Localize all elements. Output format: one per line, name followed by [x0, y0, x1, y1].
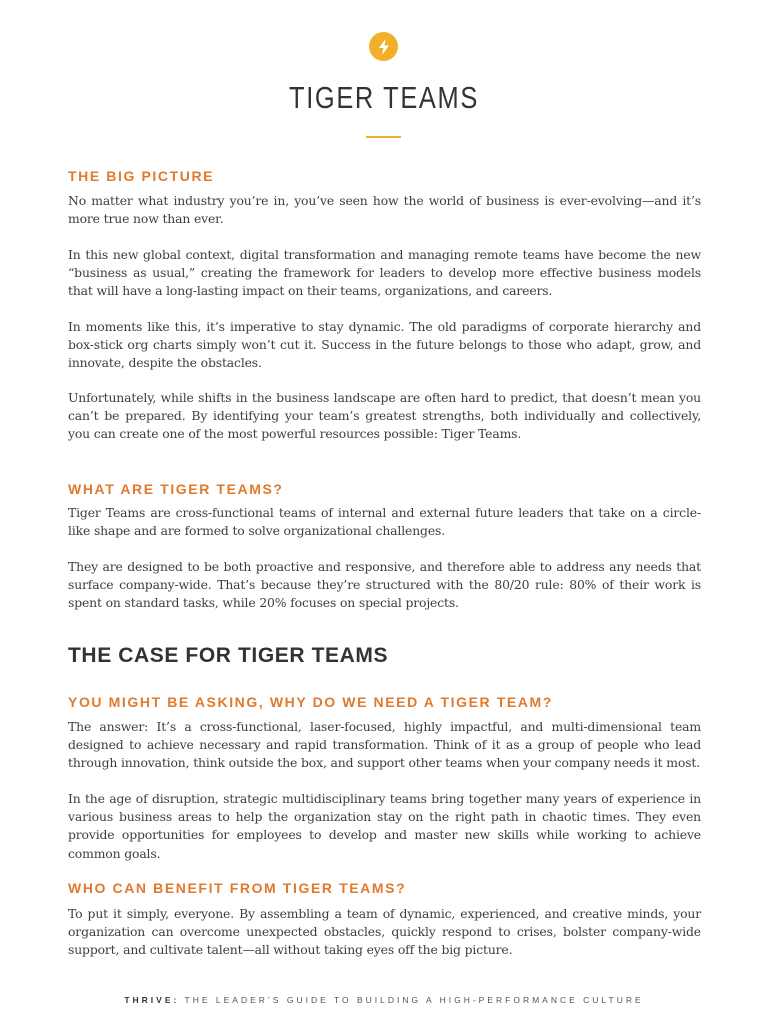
paragraph: In this new global context, digital transformation and managing remote teams have become the new “business as usual,” creating the framework for leaders to develop more effective business models that will have a long-lasting impact on their teams, organizations, and careers. [68, 247, 701, 299]
lightning-bolt-icon [369, 32, 398, 61]
heading-case-for-tiger-teams: THE CASE FOR TIGER TEAMS [68, 644, 389, 667]
heading-big-picture: THE BIG PICTURE [68, 168, 215, 184]
page-title: TIGER TEAMS [289, 80, 479, 115]
heading-who-can-benefit: WHO CAN BENEFIT FROM TIGER TEAMS? [68, 880, 407, 896]
paragraph: Unfortunately, while shifts in the business landscape are often hard to predict, that doesn’t mean you can’t be prepared. By identifying your team’s greatest strengths, both individually and collectively, you can create one of the most powerful resources possible: Tiger Teams. [68, 390, 701, 442]
footer-brand: THRIVE: [124, 995, 180, 1005]
paragraph: The answer: It’s a cross-functional, laser-focused, highly impactful, and multi-dimensional team designed to achieve necessary and rapid transformation. Think of it as a group of people who lead through innovation, think outside the box, and support other teams when your company needs it most. [68, 719, 701, 771]
heading-why-need-tiger-team: YOU MIGHT BE ASKING, WHY DO WE NEED A TIGER TEAM? [68, 694, 553, 710]
page-footer [0, 995, 768, 1005]
paragraph: In the age of disruption, strategic multidisciplinary teams bring together many years of experience in various business areas to help the organization stay on the right path in chaotic times. They even provide opportunities for employees to develop and master new skills while working to achieve common goals. [68, 791, 701, 861]
paragraph: Tiger Teams are cross-functional teams of internal and external future leaders that take on a circle-like shape and are formed to solve organizational challenges. [68, 505, 701, 539]
footer-tagline: THE LEADER’S GUIDE TO BUILDING A HIGH-PERFORMANCE CULTURE [184, 995, 644, 1005]
paragraph: In moments like this, it’s imperative to stay dynamic. The old paradigms of corporate hierarchy and box-stick org charts simply won’t cut it. Success in the future belongs to those who adapt, grow, and innovate, despite the obstacles. [68, 319, 701, 371]
title-divider [366, 136, 401, 138]
paragraph: They are designed to be both proactive and responsive, and therefore able to address any needs that surface company-wide. That’s because they’re structured with the 80/20 rule: 80% of their work is spent on standard tasks, while 20% focuses on special projects. [68, 559, 701, 611]
paragraph: To put it simply, everyone. By assembling a team of dynamic, experienced, and creative minds, your organization can overcome unexpected obstacles, quickly respond to crises, bolster company-wide support, and cultivate talent—all without taking eyes off the big picture. [68, 906, 701, 958]
paragraph: No matter what industry you’re in, you’ve seen how the world of business is ever-evolving—and it’s more true now than ever. [68, 193, 701, 227]
heading-what-are-tiger-teams: WHAT ARE TIGER TEAMS? [68, 481, 284, 497]
